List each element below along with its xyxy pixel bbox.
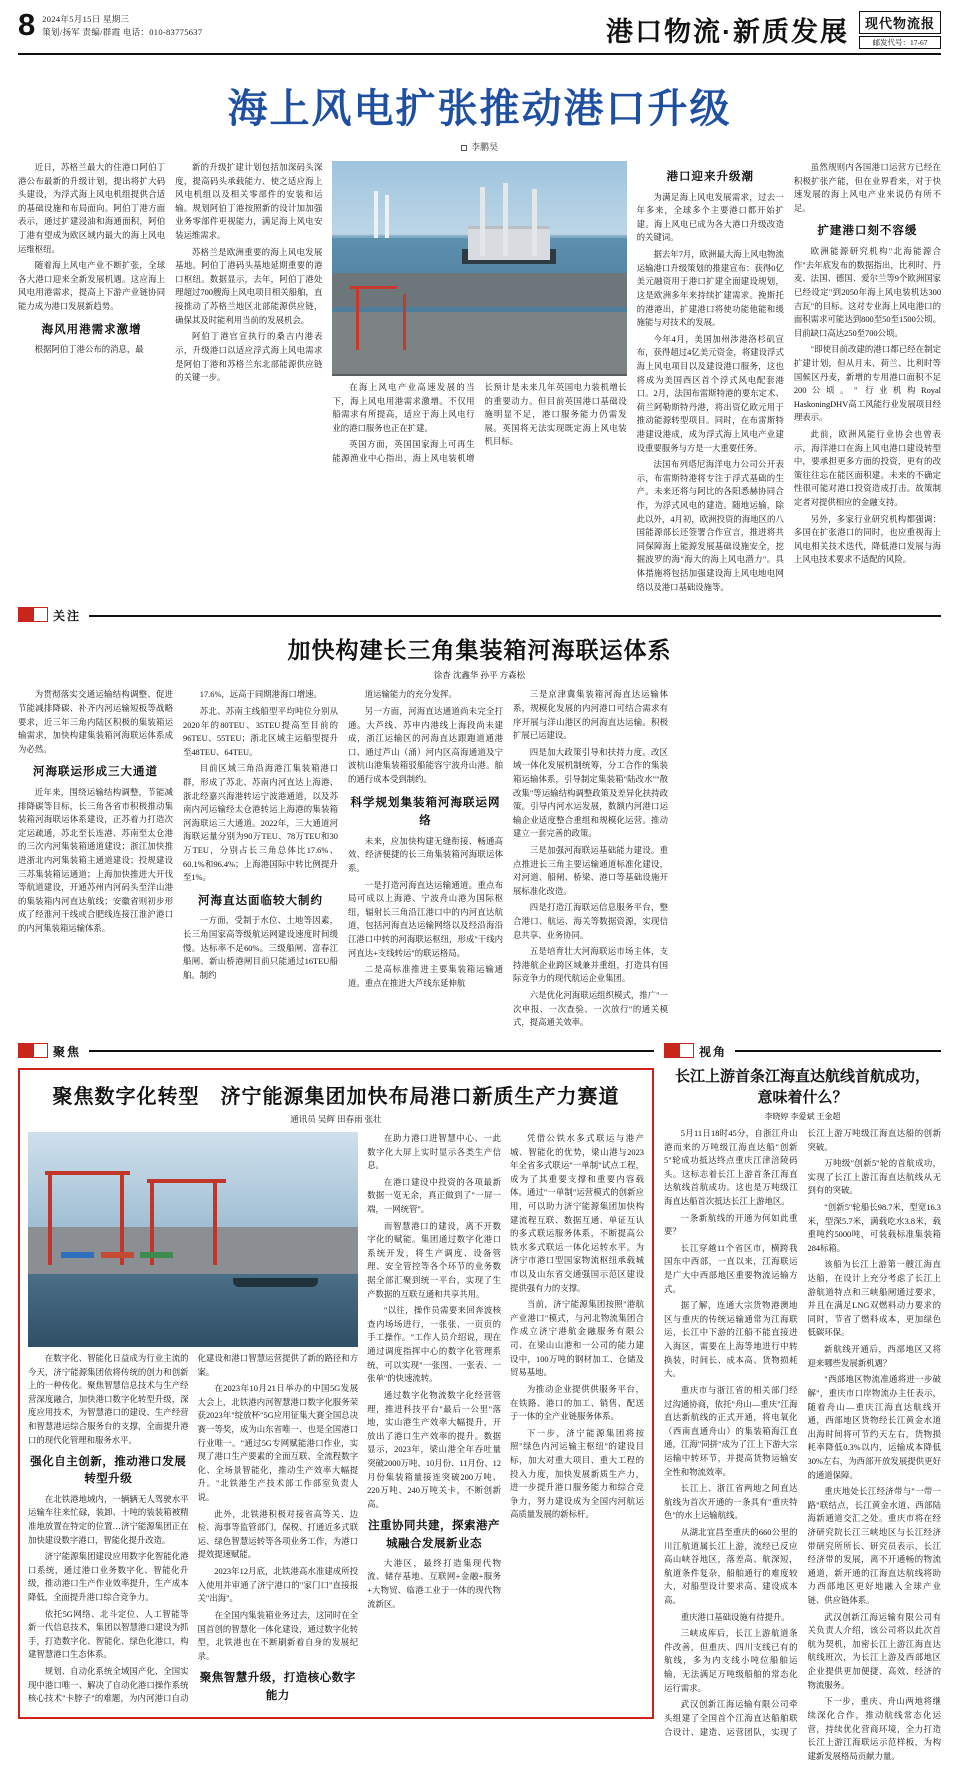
- view-article: [664, 1127, 941, 1763]
- view-para: 重庆地处长江经济带与"一带一路"联结点，长江黄金水道、西部陆海新通道交汇之处。重庆市将在经济研究院长江三峡地区与长江经济带研究所所长、研究员表示，长江经济带的发展，离不开通畅的物流通道，新开通的江海直达航线将助力西部地区更好地融入全球产业链、供应链体系。: [807, 1487, 941, 1606]
- masthead-left: [18, 7, 203, 42]
- photo-dock: [28, 1227, 358, 1274]
- masthead-right: [606, 10, 941, 49]
- photo-crane-leg: [356, 286, 359, 351]
- spotlight-para: 在全国内集装箱业务过去，这同时在全国首创的智慧化一体化建设，通过数字化转型，北铁港也在不断刷新着自身的发展纪录。: [197, 1610, 359, 1661]
- focus-para: 六是优化河海联运组织模式，推广"一次申报、一次查验、一次放行"的通关模式，提高通关效率。: [513, 991, 668, 1028]
- focus-para: 三是加强河海联运基础能力建设。重点推进长三角主要运输通道标准化建设，对河道、船闸、桥梁、港口等基础设施开展标准化改造。: [513, 846, 668, 896]
- page-number: 8: [18, 7, 36, 42]
- focus-subhead-1: 河海联运形成三大通道: [33, 766, 158, 779]
- spotlight-para: 在港口建设中投资的各项最新数据一览无余，真正做到了"一屏一端，一网统管"。: [367, 1177, 502, 1214]
- mark-block-red: [664, 1043, 679, 1058]
- photo-turbine-mast: [374, 191, 378, 238]
- photo-jackup-leg: [480, 187, 485, 256]
- lead-para: 阿伯丁港官宣执行的桑吉内港表示，升级港口以适应浮式海上风电需求是阿伯丁港和苏格兰东北部能源供应链的关键一步。: [175, 332, 323, 383]
- lead-col-1: [18, 161, 165, 597]
- editor-line: 策划/扬军 责编/群霞 电话：010-83775637: [42, 27, 203, 38]
- view-column: [664, 1033, 941, 1763]
- view-para: 长江穿越11个省区市，横跨我国东中西部，一直以来，江海联运是广大中西部地区重要物流运输方式。: [664, 1243, 798, 1294]
- view-para: 重庆港口基础设施有待提升。: [680, 1612, 790, 1622]
- lead-para: 根据阿伯丁港公布的消息，最: [34, 345, 144, 355]
- lead-para: 在海上风电产业高速发展的当下，海上风电用港需求激增。不仅用船需求有所提高，适应于海上风电行业的港口服务也正在扩建。: [332, 383, 475, 433]
- view-para: 一条新航线的开通为何如此重要？: [664, 1213, 798, 1237]
- lead-para: 随着海上风电产业不断扩张，全球各大港口迎来全新发展机遇。这应海上风电用港需求，提高上下游产业链协同能力成为港口发展新趋势。: [18, 261, 166, 312]
- photo-gantry-leg: [213, 1179, 217, 1265]
- focus-title: 加快构建长三角集装箱河海联运体系: [287, 637, 672, 664]
- photo-gantry-beam: [45, 1171, 131, 1175]
- focus-subhead-3: 科学规划集装箱河海联运网络: [350, 796, 501, 828]
- mark-block-outline: [33, 1043, 48, 1058]
- photo-jackup-leg: [532, 189, 537, 256]
- view-para: 新航线开通后，西部地区又将迎来哪些发展新机遇？: [807, 1345, 941, 1368]
- bottom-split: [18, 1033, 941, 1763]
- focus-para: 目前区域三角沿海港江集装箱港口群，形成了苏北、苏南内河直达上海港、浙北经嘉兴海港转运宁波港通道，以及苏南内河运输经太仓港转运上海港的集装箱河海联运三大通道。2022年，三大通道河海联运量分别为90万TEU、78万TEU和30万TEU，分别占长三角总体比17.6%、60.1%和96.4%；上海港国际中转比例提升至1%。: [183, 764, 338, 883]
- view-para: 据了解，连通大宗货物港澳地区与重庆的传统运输通常为江海联运，长江中下游的江船不能直接进入海区，需要在上海等地进行中转换装，时间长、成本高、货物损耗大。: [664, 1301, 798, 1379]
- photo-crane-leg: [403, 294, 406, 350]
- lead-para: 虽然规则内各国港口运营方已经在积极扩张产能，但在业界看来，对于快速发展的海上风电产业来说仍有所不足。: [793, 163, 942, 213]
- brand-box: [859, 11, 941, 49]
- lead-para: 欧洲能源研究机构"北海能源合作"去年底发布的数据指出，比利时、丹麦、法国、德国、爱尔兰等9个欧洲国家已经设定"到2050年海上风电装机达300吉瓦"的目标。这对专业海上风电港口的面积需求可能达到800至50至1500公顷。目前缺口高达250至700公顷。: [793, 247, 942, 338]
- view-para: 武汉创新江海运输有限公司牵头组建了全国首个江海直达船舶联合设计、建造、运营团队，实现了长江上游万吨级江海直达船的创新突破。: [664, 1128, 941, 1737]
- rule-line: [89, 1050, 654, 1052]
- spotlight-para: 在助力港口进智慧中心、一此数字化大屏上实时显示各类生产信息。: [367, 1133, 502, 1171]
- focus-para: 四是打造江海联运信息服务平台，整合港口、航运、海关等数据资源，实现信息共享、业务协同。: [513, 903, 668, 940]
- spotlight-title: 聚焦数字化转型 济宁能源集团加快布局港口新质生产力赛道: [52, 1085, 620, 1108]
- focus-para: 四是加大政策引导和扶持力度。改区域一体化发展机制统筹，分工合作的集装箱运输体系，引导制定集装箱"陆改水""散改集"等运输结构调整政策及差异化扶持政策。引导内河水运发展，数额内河港口运输企业适度整合重组和规模化运营。推动建立一套完善的政策。: [513, 747, 668, 839]
- spotlight-section-mark: [18, 1043, 81, 1060]
- photo-foreground-quay: [332, 312, 626, 377]
- spotlight-para: 而智慧港口的建设，离不开数字化的赋能。集团通过数字化港口系统开发，将生产调度、设备管理、安全管控等各个环节的业务数据全部汇聚到统一平台，实现了生产数据的互联互通和共享共用。: [367, 1221, 502, 1299]
- view-para: 从湖北宜昌至重庆的660公里的川江航道属长江上游，流经已反应高山峡谷地区，落差高、航深短，航道条件复杂，船舶通行的难度较大，对船型设计要求高、建设成本高。: [664, 1527, 798, 1606]
- spotlight-column: [18, 1033, 654, 1763]
- lead-col-4: [794, 161, 941, 597]
- spotlight-box: [18, 1068, 654, 1719]
- spotlight-para: 济宁能源集团建设应用数字化智能化港口系统，通过港口业务数字化、智能化升级，推动港口生产作业效率提升，生产成本降低，全面提升港口综合竞争力。: [28, 1552, 189, 1602]
- brand-code: 邮发代号：17-67: [859, 36, 941, 49]
- view-para: 5月11日18时45分，自浙江舟山港而来的万吨级江海直达船"创新5"轮成功抵达终点重庆江津涪陵码头。这标志着长江上游首条江海直达航线首航成功。这也是万吨级江海直达船首次抵达长江上游地区。: [664, 1128, 798, 1206]
- focus-article: [18, 688, 941, 1033]
- lead-para: 今年4月，美国加州涉港洛杉矶宣布，获得超过4亿美元资金，将建设浮式海上风电项目以及建设港口服务，这也将成为美国西区首个浮式风电配套港口。2月，法国布雷斯特港的要东定术、荷兰阿勒斯特丹港，将出资亿欧元用于推动能源转型项目。同时，在布雷斯特港建设港成，成为浮式海上风电产业建设重要服务与方是一大重要任务。: [636, 334, 784, 453]
- mark-block-red: [18, 607, 33, 622]
- spotlight-col-3: [367, 1132, 501, 1707]
- photo-turbine-mast: [385, 195, 389, 238]
- photo-barge: [233, 1278, 319, 1287]
- lead-para: 另外，多家行业研究机构都强调：多国在扩张港口的同时，也应重视海上风电相关技术迭代，降低港口发展与海上风电技术要求不适配的风险。: [793, 514, 942, 565]
- view-para: 万吨级"创新5"轮的首航成功，实现了长江上游江海直达航线从无到有的突破。: [807, 1159, 941, 1196]
- spotlight-para: "以往，操作员需要来回奔波核查内场场进行，一张张、一页页的手工操作。"工作人员介绍说，现在通过调度指挥中心的数字化管理系统，可以实现"一张图、一张表、一张单"的快速流转。: [367, 1306, 502, 1384]
- spotlight-article: [28, 1132, 644, 1707]
- lead-subhead-2: 港口迎来升级潮: [666, 171, 754, 183]
- spotlight-byline: [28, 1113, 644, 1125]
- spotlight-photo: [28, 1132, 358, 1347]
- section-title: 港口物流·新质发展: [605, 17, 849, 47]
- view-para: "创新5"轮船长98.7米，型宽16.3米，型深5.7米，满载吃水3.8米，载重吨约5000吨，可装载标准集装箱284标箱。: [807, 1202, 941, 1253]
- view-para: "西部地区物流准通将进一步破解"，重庆市口岸物流办主任表示，随着舟山—重庆江海直达航线开通，西部地区货物经长江黄金水道出海时间将可节约天左右，货物损耗率降低0.3%以内，运输成本降低30%左右，为西部开放发展提供更好的通道保障。: [807, 1375, 941, 1480]
- view-section-rule: [664, 1043, 941, 1060]
- spotlight-col-1: [28, 1132, 358, 1707]
- mark-block-outline: [679, 1043, 694, 1058]
- spotlight-para: 凭借公铁水多式联运与港产城、智能化的优势，梁山港与2023年全省多式联运"一单制"试点工程，成为了其重要支撑和重要内容载体。通过"一单制"运营模式的创新应用，可以助力济宁能源集团加快构建流程互联、数据互通、单证互认的多式联运服务体系，不断提高公铁水多式联运一体化运转水平。为济宁市港口型国家物流枢纽承载城市以及山东省交通强国示范区建设提供强有力的支撑。: [510, 1133, 644, 1293]
- focus-para: 一是打造河海直达运输通道。重点布局可成以上海港、宁波舟山港为国际枢纽，辐射长三角沿江港口中的内河直达航道，包括河海直达运输网络以及经沿海沿江港口中转的河海联运枢纽，形成"干线内河直达+支线转运"的联运格局。: [348, 880, 503, 958]
- view-para: 武汉创新江海运输有限公司有关负责人介绍，该公司将以此次首航为契机，加密长江上游江海直达航线班次，为长江上游及西部地区企业提供更加便捷、高效、经济的物流服务。: [807, 1612, 941, 1690]
- focus-para: 另一方面，河海直达通道尚未完全打通。大芦线、苏申内港线上海段尚未建成，浙江运输区的河海直达跟跑道通港口、通过芦山（涌）河内区高海通道及宁波杭山港集装箱驳船能容宁波舟山港。舶的通行成本受到制约。: [348, 706, 503, 784]
- focus-subhead-2: 河海直达面临较大制约: [198, 894, 323, 907]
- spotlight-para: 在数字化、智能化日益成为行业主流的今天，济宁能源集团依将传统的创力和创新上的一种传化。聚焦智慧信息技术与生产经营深度融合，加快港口数字化转型升级，深度应用技术，为智慧港口的建设、生产经营和智慧港运综合服务台的支撑，全面提升港口的现代化管理和服务水平。: [28, 1353, 189, 1445]
- photo-container: [101, 1252, 134, 1258]
- lead-photo: [332, 161, 626, 376]
- view-para: 长江上、浙江省两地之间直达航线为首次开通的一条具有"重庆特色"的水上运输航线。: [664, 1484, 798, 1521]
- lead-para: 英国方面，英国国家海上可再生能源渔业中心指出，海上风电装机增长预计是未来几年英国电力装机增长的重要动力。但目前英国港口基础设施明显不足，港口服务能力仍需发展。英国将无法实现既定海上风电装机目标。: [332, 383, 627, 464]
- view-section-mark: [664, 1043, 727, 1060]
- spotlight-para: 大港区，最终打造集现代物流、储存基地、互联网+金融+服务+大物贸、临港工业于一体的现代物流新区。: [367, 1558, 502, 1609]
- view-title-line-2: 意味着什么？: [757, 1088, 848, 1106]
- lead-article: [18, 161, 941, 597]
- lead-para: 苏格兰是欧洲重要的海上风电发展基地。阿伯丁港码头基地延期重要的港口枢纽。数据显示，去年，阿伯丁港处理超过700艘海上风电项目相关船舶，直接推动了苏格兰地区北部能源供应链，确保其及时能利用当前的发展机会。: [175, 247, 323, 325]
- spotlight-byline-text: 通讯员 吴辉 田春雨 张壮: [290, 1113, 382, 1124]
- spotlight-para: 此外，北铁港积极对接省高等关、边检、海事等监管部门，保税、打通近多式联运、绿色智慧运转等各项业务工作，为港口提效提速赋能。: [197, 1509, 359, 1560]
- focus-section-rule: [18, 607, 941, 624]
- lead-byline-text: 李鹏昊: [470, 142, 498, 152]
- view-title-line-1: 长江上游首条江海直达航线首航成功，: [674, 1067, 930, 1085]
- spotlight-para: 在2023年10月21日举办的中国5G发展大会上，北铁港内河智慧港口数字化服务荣获2023年"绽放杯"5G应用征集大赛全国总决赛一等奖，成为山东省唯一、也是全国港口行业唯一。"通过5G专网赋能港口作业，实现了港口生产要素的全面互联、全流程数字化、全场景智能化，推动生产效率大幅提升。"北铁港生产技术部工作部室负责人说。: [197, 1384, 359, 1503]
- focus-para: 三是京津冀集装箱河海直达运输体系，规模化发展的内河港口可结合需求有序开展与洋山港区的河海直达运输。积极扩展已运建设。: [513, 690, 668, 741]
- lead-subhead-1: 海风用港需求激增: [41, 323, 142, 336]
- view-title: [664, 1066, 941, 1108]
- focus-byline-text: 徐杳 沈鑫华 孙平 方森松: [433, 670, 526, 681]
- spotlight-subhead-1: 强化自主创新，推动港口发展转型升级: [30, 1456, 187, 1486]
- spotlight-subhead-3: 注重协同共建，探索港产城融合发展新业态: [368, 1520, 501, 1550]
- focus-col-1: [18, 688, 173, 1033]
- view-byline: [664, 1111, 941, 1122]
- spotlight-para: 在北铁港地域内，一辆辆无人驾驶水平运输车往来忙碌，装卸、十吨的装装箱被精准地放置在特定的位置…济宁能源集团正在加快建设数字港口，智能化提升改造。: [28, 1494, 189, 1545]
- photo-gantry-leg: [48, 1171, 52, 1266]
- focus-col-2: [183, 688, 338, 1033]
- masthead: [18, 7, 941, 55]
- focus-para: 未来，应加快构建无缝衔接、畅通高效、经济便捷的长三角集装箱河海联运体系。: [348, 836, 503, 874]
- view-byline-text: 李晓婷 李爱斌 王金超: [764, 1111, 841, 1121]
- focus-para: 苏北、苏南主线船型平均吨位分别从2020年的80TEU、35TEU提高至目前的96TEU、55TEU；浙北区域主运船型提升至48TEU、64TEU。: [183, 706, 338, 757]
- lead-photo-block: [332, 161, 626, 597]
- focus-para: 道运输能力的充分发挥。: [364, 690, 457, 700]
- spotlight-para: 规划、自动化系统全域国产化、全国实现中港口唯一、解决了自动化港口操作系统核心技术"卡脖子"的难题，为内河港口自动化建设和港口智慧运营提供了新的路径和方案。: [28, 1353, 359, 1704]
- spotlight-section-rule: [18, 1043, 654, 1060]
- masthead-meta: [42, 10, 202, 39]
- spotlight-para: 依托5G网络、北斗定位、人工智能等新一代信息技术，集团以智慧港口建设为抓手，打造数字化、智能化、绿色化港口，构建智慧港口生态体系。: [28, 1609, 189, 1660]
- spotlight-para: 当前，济宁能源集团按照"港航产业港口"模式，与河北物流集团合作成立济宁港航金融服务有限公司、在梁山山港和一公司的能力建设中，100万吨的钢材加工、仓储及贸易基地。: [510, 1300, 644, 1378]
- lead-para: 法国布列塔尼海洋电力公司公开表示，布雷斯特港将专注于浮式基础的生产。未来还将与阿比的各阳悉赫协同合作，为浮式风电的建造。随地运输，除此以外，4月初，欧洲投资的海地区的八国能源部长还签署合作宣言，推进将共同保障海上能源发展基础设施安全，挖掘波罗的海"海大的海上风电潜力"。具体措施将包括加强建设海上风电地电网络以及港口基础设施等。: [636, 460, 784, 592]
- mark-block-outline: [33, 607, 48, 622]
- view-para: 该船为长江上游第一艘江海直达船，在设计上充分考虑了长江上游航道特点和三峡船闸通过要求，并且在满足LNG双燃料动力要求的同时，节省了燃料成本，更加绿色低碳环保。: [807, 1260, 941, 1338]
- rule-line: [89, 615, 941, 617]
- photo-container: [140, 1252, 173, 1258]
- focus-col-3: [348, 688, 503, 1033]
- spotlight-subhead-2: 聚焦智慧升级，打造核心数字能力: [199, 1672, 356, 1702]
- view-para: 三峡成库后，长江上游航道条件改善，但重庆、四川支线已有的航线，多为内支线小吨位船舶运输，无法满足万吨级船舶的常态化运行需求。: [664, 1629, 798, 1693]
- lead-subhead-3: 扩建港口刻不容缓: [817, 225, 918, 238]
- focus-para: 17.6%，远高于同期港海口增速。: [199, 690, 322, 700]
- spotlight-para: 通过数字化物流数字化经营管理，推进科技平台"最后一公里"落地，实山港生产效率大幅提升，开放出了港口生产效率的提升。数据显示，2023年，梁山港全年吞吐量突破2000万吨、10月份、11月份、12月份集装箱量接连突破200万吨、220万吨、240万吨关卡，不断创新高。: [367, 1390, 502, 1509]
- focus-col-4: [513, 688, 668, 1033]
- mark-block-red: [18, 1043, 33, 1058]
- lead-byline: [18, 140, 941, 153]
- photo-gantry-leg: [120, 1171, 124, 1266]
- spotlight-para: 2023年12月底，北铁港高水准建成所投入使用并审通了济宁港口的"家门口"直接报关"出海"。: [197, 1567, 359, 1604]
- lead-para: 新的升级扩建计划包括加深码头深度，提高码头承载能力、使之适应海上风电机组以及相关零部件的安装和运输。规划阿伯丁港按照新的设计加加强业务零部件更视能力，满足海上风电安装运维需求。: [175, 163, 323, 241]
- lead-para: 据去年7月，欧洲最大海上风电物流运输港口升级策划的推建宣布：获得0亿美元融资用于港口扩建全面建设规划，这是欧洲多年来持续扩建需求。挽斯托的港港出，扩建港口将使功能他能和缓施能与对技术的发展。: [636, 250, 784, 328]
- focus-para: 五是培育壮大河海联运市场主体，支持港航企业跨区域兼并重组，打造具有国际竞争力的现代航运企业集团。: [513, 947, 668, 984]
- lead-para: 近日，苏格兰最大的住港口阿伯丁港公布最新的升级计划，提出将扩大码头建设，为浮式海上风电机组提供合适的基础设施和布局面向。阿伯丁港方面表示，通过扩建浸油和海通面积，阿伯丁港有望成为欧区域内最大的海上风电运维枢纽。: [18, 163, 166, 254]
- lead-headline-block: [18, 77, 941, 153]
- focus-section-label: 关注: [53, 609, 82, 624]
- lead-photo-caption: [332, 374, 626, 376]
- lead-para: 此前，欧洲风能行业协会也曾表示，海洋港口在海上风电港口建设转型中，要承担更多方面的投资，更有的改策往往忘在能区面积建。未来的不确定性很可能对港口投资造成打击。故策制定者对提供相应的金融支持。: [793, 429, 942, 508]
- photo-jackup-leg: [503, 183, 508, 256]
- spotlight-col-1-text: [28, 1352, 358, 1707]
- rule-line: [735, 1050, 941, 1052]
- lead-photo-undertext: [332, 381, 626, 466]
- focus-para: 近年来，围绕运输结构调整，节能减排降碳等目标，长三角各省市积极推动集装箱河海联运体系建设，正苏着力打造次定运疏通，苏北至长连港、苏南至太仓港的三次内河集装箱通道建设；浙江加快推进浙北内河集装箱主通道建设；投规建设三苏集装箱运通道；上海加快推进大开伐等航道建设，开通苏州内河码头至洋山港的集装箱内河直达航线；安徽省则初步形成了经淮河干线或合肥线连接江淮沪港口的内河集装箱运输体系。: [18, 787, 173, 934]
- spotlight-para: 为推动企业提供供服务平台，在铁路、港口的加工、销售、配送于一体的全产业链服务体系。: [510, 1384, 644, 1422]
- focus-para: 二是高标准推进主要集装箱运输通道。重点在推进大芦线东延伸航: [348, 965, 503, 988]
- photo-container: [61, 1252, 94, 1258]
- publication-date: 2024年5月15日 星期三: [42, 14, 130, 24]
- lead-para: 为满足海上风电发展需求，过去一年多来，全球多个主要港口都开始扩建。海上风电已成为各大港口升级改造的关键词。: [636, 192, 784, 243]
- lead-col-3: [637, 161, 784, 597]
- photo-crane-boom: [350, 286, 397, 289]
- focus-section-mark: [18, 607, 81, 624]
- focus-para: 为贯彻落实交通运输结构调整、促进节能减排降碳、补齐内河运输短板等战略要求，近三年三角内陆区积极的集装箱运输需求，加快构建集装箱河海联运体系成为必然。: [18, 690, 173, 754]
- spotlight-col-4: [510, 1132, 644, 1707]
- byline-square-icon: [461, 145, 467, 151]
- focus-byline: [18, 669, 941, 681]
- view-para: 下一步，重庆、舟山两地将继续深化合作，推动航线常态化运营，持续优化营商环境，全力打造长江上游江海联运示范样板，为构建新发展格局贡献力量。: [807, 1697, 941, 1761]
- brand-name: 现代物流报: [859, 11, 941, 34]
- view-section-label: 视角: [699, 1044, 728, 1059]
- spotlight-para: 下一步，济宁能源集团将按照"绿色内河运输主枢纽"的建设目标，加大对重大项目、重大工程的投入力度，加快发展新质生产力，进一步提升港口服务能力和综合竞争力，努力建设成为全国内河航运高质量发展的新标杆。: [510, 1428, 644, 1520]
- view-para: 重庆市与浙江省的相关部门经过沟通协商，依托"舟山—重庆"江海直达新航线的正式开通，将电氧化（西南直通舟山）的集装箱海江直通，江海"同拼"成为了江上下游大宗运输中转环节，并提高货物运输安全性和物流效率。: [664, 1385, 798, 1477]
- spotlight-section-label: 聚焦: [53, 1044, 82, 1059]
- lead-headline: 海上风电扩张推动港口升级: [227, 87, 732, 131]
- focus-para: 一方面，受制于水位、土地等因素，长三角国家高等级航运网建设速度时间缓慢。达标率不足60%。三级船闸、富春江船闸、新山桥港闸目前只能通过16TEU船舶。制约: [183, 916, 338, 980]
- lead-para: "即使目前改建的港口都已经在制定扩建计划，但从月末、荷兰、比利时等国候区丹麦，新增的专用港口面积不足200公顷。" 行业机构Royal HaskoningDHV高工风能行业发展项目经理表示。: [793, 345, 942, 423]
- lead-col-2: [175, 161, 322, 597]
- photo-quay: [332, 273, 626, 307]
